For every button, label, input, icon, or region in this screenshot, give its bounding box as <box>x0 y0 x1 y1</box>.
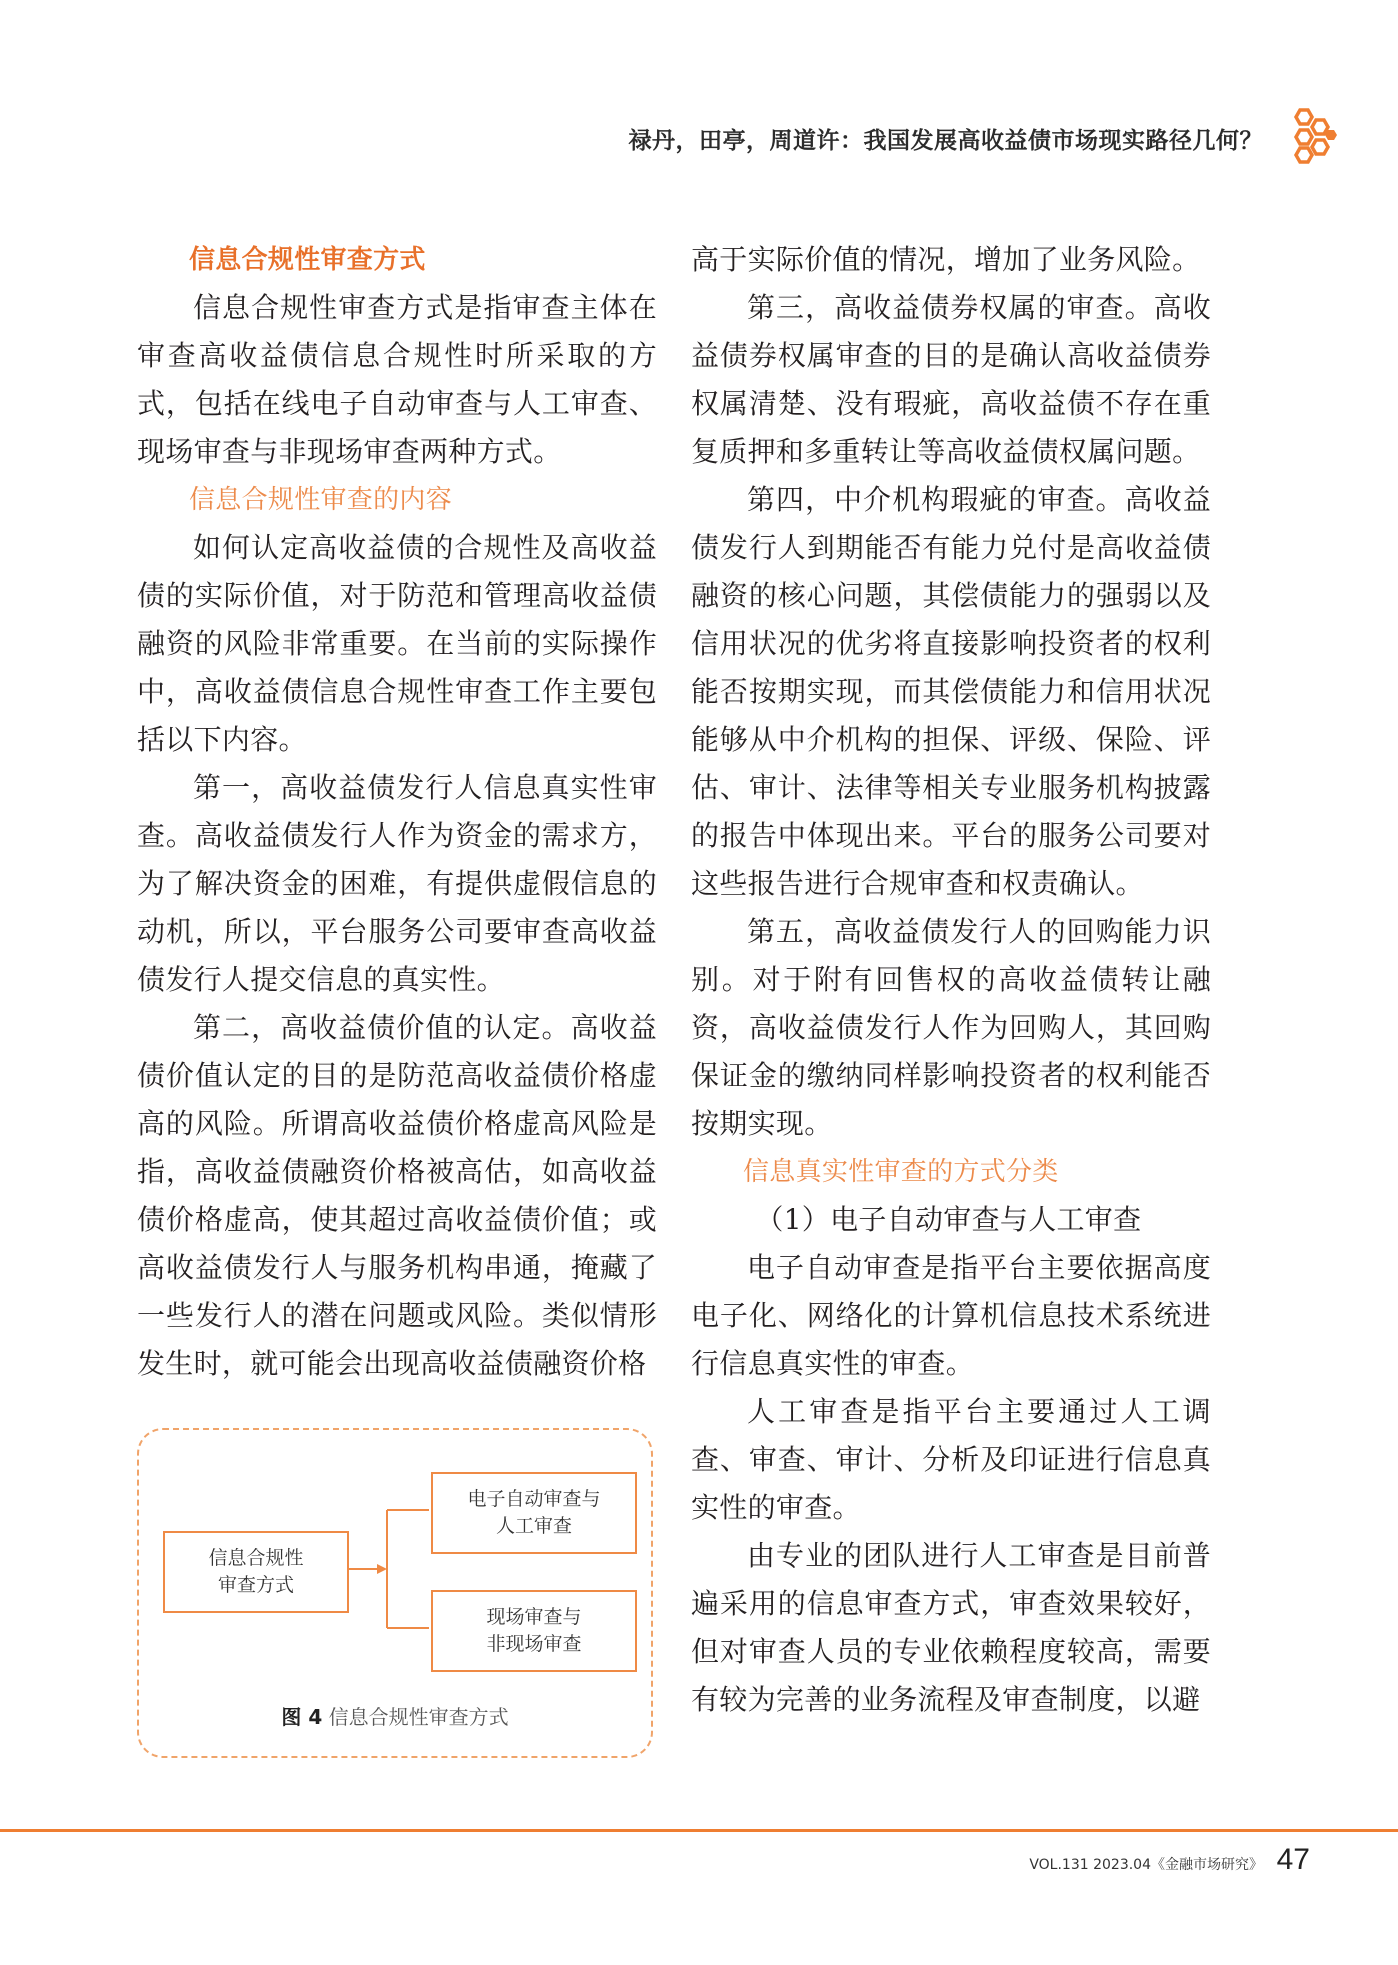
paragraph: 第一，高收益债发行人信息真实性审查。高收益债发行人作为资金的需求方，为了解决资金的困难，有提供虚假信息的动机，所以，平台服务公司要审查高收益债发行人提交信息的真实性。 <box>137 771 657 996</box>
paragraph: 由专业的团队进行人工审查是目前普遍采用的信息审查方式，审查效果较好，但对审查人员的专业依赖程度较高，需要有较为完善的业务流程及审查制度，以避 <box>691 1539 1211 1716</box>
figure-root-box: 信息合规性 审查方式 <box>163 1531 349 1613</box>
footer-issue: VOL.131 2023.04《金融市场研究》 <box>1029 1857 1263 1873</box>
figure-caption-text: 信息合规性审查方式 <box>328 1705 509 1729</box>
paragraph-continued: 高于实际价值的情况，增加了业务风险。 <box>691 243 1201 276</box>
subsection-heading: 信息真实性审查的方式分类 <box>743 1157 1059 1187</box>
page-number: 47 <box>1276 1843 1310 1876</box>
paragraph: 人工审查是指平台主要通过人工调查、审查、审计、分析及印证进行信息真实性的审查。 <box>691 1395 1211 1524</box>
figure-4 <box>137 1428 653 1758</box>
paragraph: 第三，高收益债券权属的审查。高收益债券权属审查的目的是确认高收益债券权属清楚、没有瑕疵，高收益债不存在重复质押和多重转让等高收益债权属问题。 <box>691 291 1211 468</box>
paragraph: 第二，高收益债价值的认定。高收益债价值认定的目的是防范高收益债价格虚高的风险。所谓高收益债价格虚高风险是指，高收益债融资价格被高估，如高收益债价格虚高，使其超过高收益债价值；或高收益债发行人与服务机构串通，掩藏了一些发行人的潜在问题或风险。类似情形发生时，就可能会出现高收益债融资价格 <box>137 1011 657 1380</box>
figure-caption-label: 图 4 <box>281 1705 323 1729</box>
footer-rule <box>0 1829 1398 1832</box>
section-heading: 信息合规性审查方式 <box>189 245 426 275</box>
running-title: 禄丹，田亭，周道许：我国发展高收益债市场现实路径几何？ <box>628 128 1263 154</box>
paragraph: 第四，中介机构瑕疵的审查。高收益债发行人到期能否有能力兑付是高收益债融资的核心问题，其偿债能力的强弱以及信用状况的优劣将直接影响投资者的权利能否按期实现，而其偿债能力和信用状况能够从中介机构的担保、评级、保险、评估、审计、法律等相关专业服务机构披露的报告中体现出来。平台的服务公司要对这些报告进行合规审查和权责确认。 <box>691 483 1211 900</box>
figure-branch-bottom-box: 现场审查与 非现场审查 <box>431 1590 637 1672</box>
numbered-subheading: （1）电子自动审查与人工审查 <box>755 1203 1142 1236</box>
paragraph: 信息合规性审查方式是指审查主体在审查高收益债信息合规性时所采取的方式，包括在线电子自动审查与人工审查、现场审查与非现场审查两种方式。 <box>137 291 657 468</box>
subsection-heading: 信息合规性审查的内容 <box>189 485 453 515</box>
figure-caption <box>139 1701 651 1730</box>
right-column <box>691 236 1211 1724</box>
paragraph: 如何认定高收益债的合规性及高收益债的实际价值，对于防范和管理高收益债融资的风险非常重要。在当前的实际操作中，高收益债信息合规性审查工作主要包括以下内容。 <box>137 531 657 756</box>
left-column <box>137 236 657 1388</box>
hexagon-cluster-icon <box>1290 108 1338 164</box>
paragraph: 第五，高收益债发行人的回购能力识别。对于附有回售权的高收益债转让融资，高收益债发行人作为回购人，其回购保证金的缴纳同样影响投资者的权利能否按期实现。 <box>691 915 1211 1140</box>
figure-branch-top-box: 电子自动审查与 人工审查 <box>431 1472 637 1554</box>
paragraph: 电子自动审查是指平台主要依据高度电子化、网络化的计算机信息技术系统进行信息真实性的审查。 <box>691 1251 1211 1380</box>
